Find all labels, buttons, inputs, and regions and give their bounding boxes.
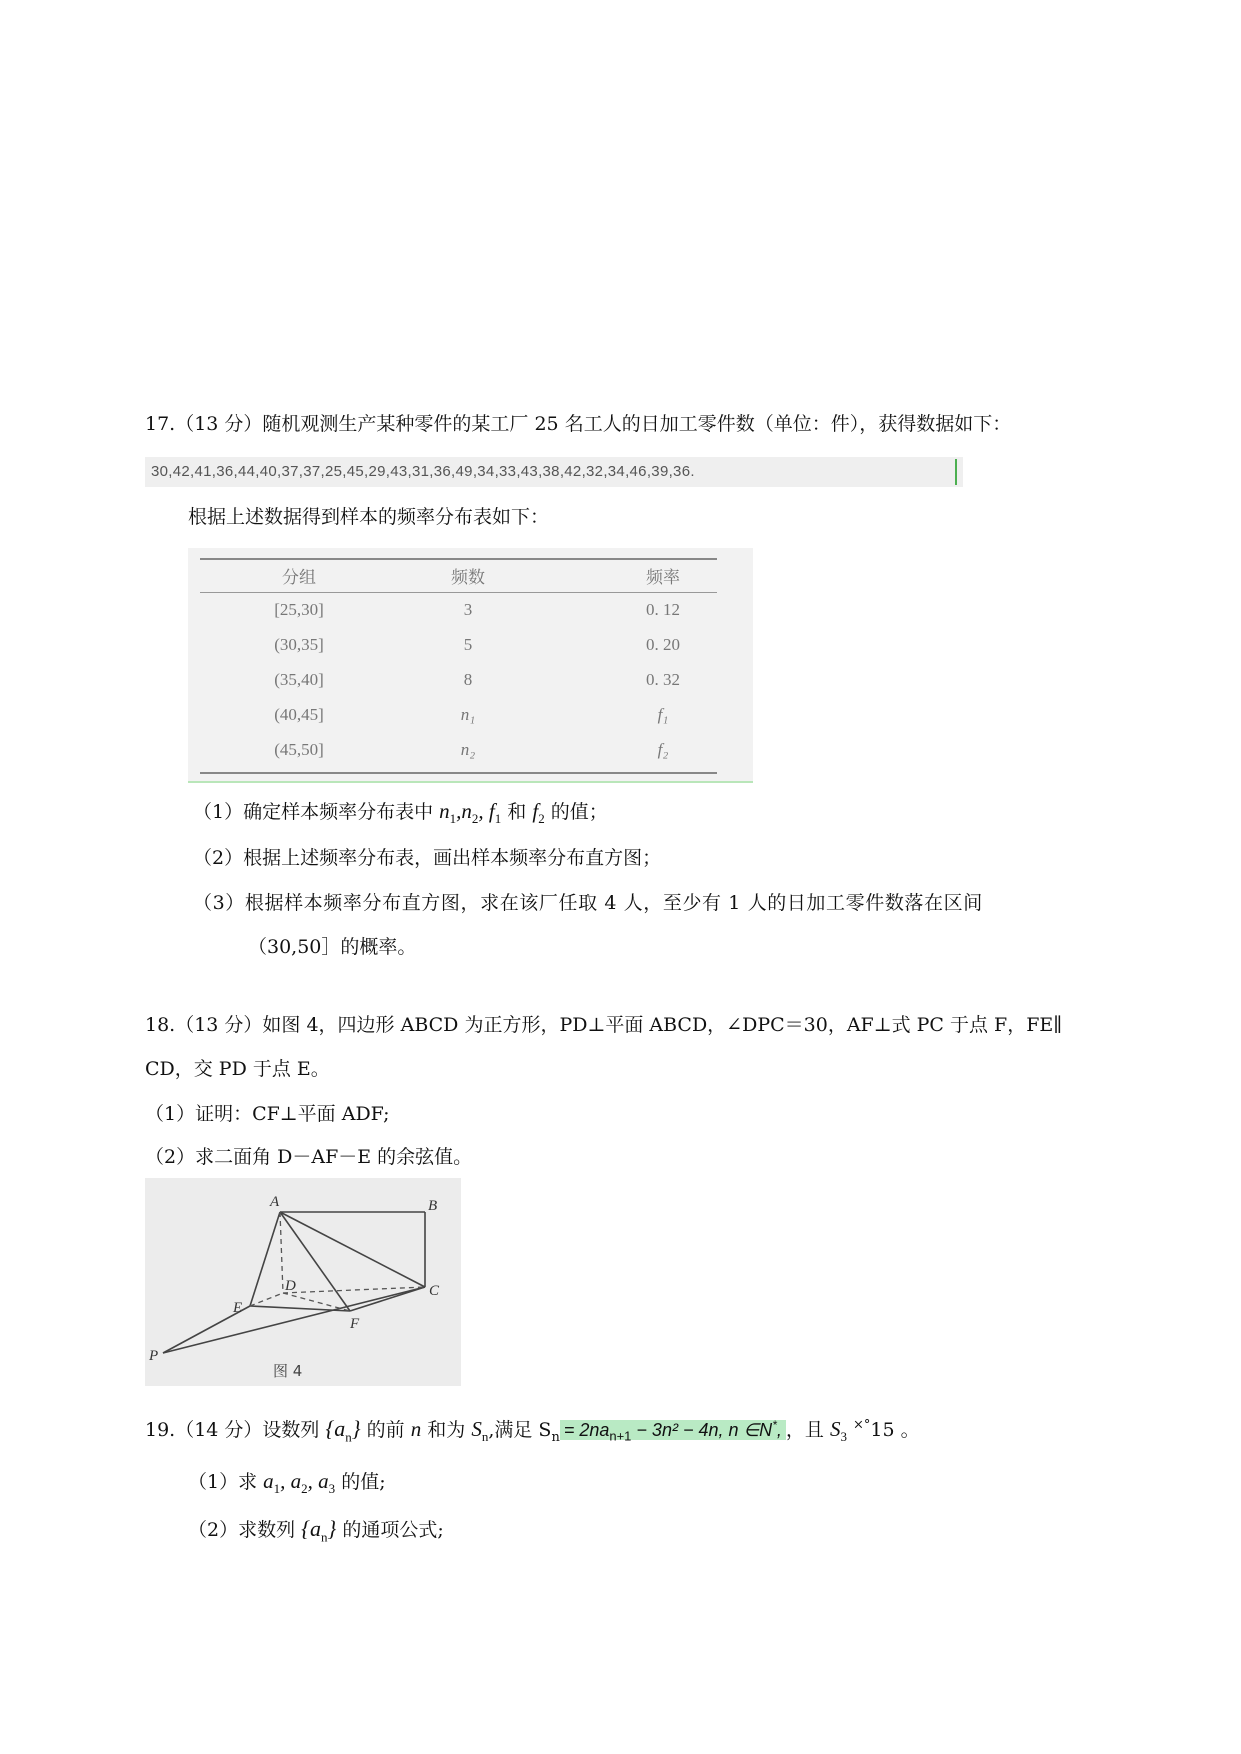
q18-part1: （1）证明：CF⊥平面 ADF;: [145, 1103, 390, 1125]
q18-header-cont: CD，交 PD 于点 E。: [145, 1058, 330, 1080]
label-a: A: [270, 1194, 280, 1210]
q17-part3-cont: （30,50］的概率。: [248, 936, 417, 958]
ocr-artifact: ×°: [852, 1417, 871, 1433]
q17-data-strip: [145, 457, 963, 487]
table-cell: [25,30]: [274, 600, 324, 619]
text-caret: [955, 459, 957, 485]
table-top-rule: [200, 558, 717, 560]
table-cell: 0. 32: [646, 670, 680, 689]
figure-caption: 图 4: [273, 1362, 303, 1380]
figure-4: [145, 1178, 461, 1386]
q17-part2: （2）根据上述频率分布表，画出样本频率分布直方图；: [193, 847, 662, 869]
table-header-freq: 频率: [646, 568, 680, 587]
table-bottom-rule: [200, 772, 717, 774]
q17-intro: 根据上述数据得到样本的频率分布表如下：: [188, 506, 550, 528]
q19-header: 19.（14 分）设数列 $\{a_n\}$ 的前 n 和为 $S_n$,满足 $S_n = 2na_{n+1} - 3n^2 - 4n$, n ∈N*, ，且 $S_3$ ×°15 。: [145, 1416, 920, 1445]
label-f: F: [350, 1316, 360, 1332]
table-cell: n₂: [460, 740, 476, 759]
table-cell: (45,50]: [274, 740, 324, 759]
table-cell: 5: [463, 635, 473, 654]
table-cell: (30,35]: [274, 635, 324, 654]
q17-data-values: 30,42,41,36,44,40,37,37,25,45,29,43,31,36,49,34,33,43,38,42,32,34,46,39,36.: [151, 463, 695, 480]
label-d: D: [285, 1278, 296, 1294]
label-e: E: [233, 1300, 243, 1316]
label-c: C: [429, 1283, 440, 1299]
q19-part1: （1）求 $a_1$, $a_2$, $a_3$ 的值;: [188, 1469, 386, 1497]
table-cell: 0. 12: [646, 600, 680, 619]
table-cell: n₁: [460, 705, 476, 724]
geometry-diagram: [145, 1178, 461, 1386]
table-cell: f₁: [657, 705, 669, 724]
q19-part2: （2）求数列 $\{a_n\}$ 的通项公式;: [188, 1516, 444, 1545]
highlighted-formula: = $2na_{n+1} - 3n^2 - 4n$, n ∈N*,: [560, 1420, 786, 1440]
label-b: B: [428, 1198, 438, 1214]
q17-part3: （3）根据样本频率分布直方图，求在该厂任取 4 人，至少有 1 人的日加工零件数落在区间: [193, 892, 983, 914]
q18-part2: （2）求二面角 D－AF－E 的余弦值。: [145, 1146, 473, 1168]
q17-part1: （1）确定样本频率分布表中 $n_1,n_2$, $f_1$ 和 $f_2$ 的值；: [193, 799, 608, 827]
frequency-table: [188, 548, 753, 783]
table-cell: (35,40]: [274, 670, 324, 689]
q17-header: 17.（13 分）随机观测生产某种零件的某工厂 25 名工人的日加工零件数（单位：件），获得数据如下：: [145, 413, 1012, 435]
q18-header: 18.（13 分）如图 4，四边形 ABCD 为正方形，PD⊥平面 ABCD，∠DPC＝30，AF⊥式 PC 于点 F，FE∥: [145, 1014, 1063, 1036]
table-cell: (40,45]: [274, 705, 324, 724]
table-cell: f₂: [657, 740, 669, 759]
table-cell: 0. 20: [646, 635, 680, 654]
table-header-group: 分组: [282, 568, 316, 587]
table-header-count: 频数: [451, 568, 485, 587]
table-cell: 3: [463, 600, 473, 619]
label-p: P: [149, 1348, 159, 1364]
table-header-rule: [200, 592, 717, 593]
table-cell: 8: [463, 670, 473, 689]
